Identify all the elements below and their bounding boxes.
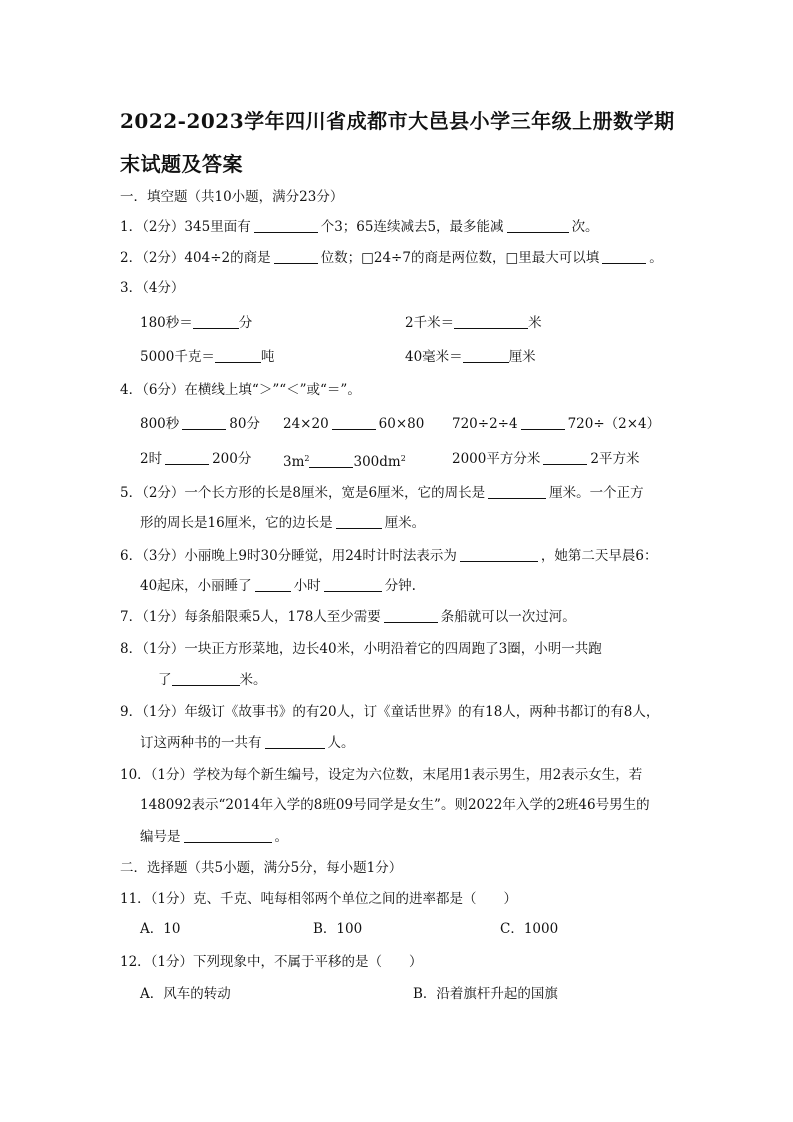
q3-item-4 [405,348,536,366]
q10-text-b: 。 [274,829,288,845]
q4-item-1-left: 800秒 [140,416,180,432]
question-1 [120,218,599,236]
q3-item-1-text: 180秒＝ [140,315,193,331]
q3-item-1 [140,314,252,332]
question-5-line-1 [120,484,644,502]
q7-text-b: 条船就可以一次过河。 [440,609,576,625]
question-4-heading: 4．（6分）在横线上填“＞”“＜”或“＝”。 [120,382,361,398]
q9-text-b: 人。 [327,735,355,751]
q11-option-b[interactable]: B．100 [313,921,363,937]
q10-blank-1[interactable] [184,828,272,843]
q2-text-a: 2．（2分）404÷2的商是 [120,250,271,266]
q3-blank-3[interactable] [215,348,261,363]
q4-item-6-right: 2平方米 [590,451,640,467]
q6-text-b: ，她第二天早晨6： [540,548,658,564]
question-11-stem: 11．（1分）克、千克、吨每相邻两个单位之间的进率都是（ ） [120,891,518,907]
q5-text-d: 厘米。 [384,515,426,531]
q4-item-5-left-exponent: 2 [304,454,310,463]
section-1-heading: 一．填空题（共10小题，满分23分） [120,189,344,205]
section-2-heading: 二．选择题（共5小题，满分5分，每小题1分） [120,860,403,876]
q3-item-3-unit: 吨 [260,349,275,365]
q2-blank-2[interactable] [602,249,646,264]
q4-item-2 [283,415,424,433]
question-6-line-1 [120,547,657,565]
q4-blank-6[interactable] [543,450,587,465]
q4-item-4 [140,450,251,468]
question-9-line-2 [140,734,355,752]
q4-item-4-right: 200分 [212,451,252,467]
question-10-line-2: 148092表示“2014年入学的8班09号同学是女生”。则2022年入学的2班46号男生的 [140,797,650,813]
q11-option-c[interactable]: C．1000 [500,921,559,937]
q6-blank-2[interactable] [255,577,291,592]
q4-blank-1[interactable] [182,415,226,430]
q3-item-1-unit: 分 [238,315,253,331]
question-6-line-2 [140,577,416,595]
q4-blank-2[interactable] [332,415,376,430]
q3-item-4-text: 40毫米＝ [405,349,463,365]
q4-item-3 [452,415,660,433]
q3-blank-2[interactable] [454,314,528,329]
q9-blank-1[interactable] [265,734,325,749]
q12-option-a[interactable]: A．风车的转动 [140,986,231,1002]
q5-text-b: 厘米。一个正方 [549,485,644,501]
q3-blank-4[interactable] [463,348,509,363]
q1-blank-1[interactable] [254,218,318,233]
question-10-line-1: 10．（1分）学校为每个新生编号，设定为六位数，末尾用1表示男生，用2表示女生，若 [120,767,643,783]
q8-text-b: 米。 [239,672,267,688]
q3-item-2-text: 2千米＝ [405,315,455,331]
q4-item-2-right: 60×80 [378,416,425,432]
question-7 [120,608,576,626]
q6-text-e: 分钟. [384,578,416,594]
question-9-line-1: 9．（1分）年级订《故事书》的有20人，订《童话世界》的有18人，两种书都订的有8人， [120,704,660,720]
q6-text-a: 6．（3分）小丽晚上9时30分睡觉，用24时计时法表示为 [120,548,457,564]
q2-text-c: 。 [649,250,663,266]
q6-text-d: 小时 [293,578,321,594]
q10-text-a: 编号是 [140,829,181,845]
q7-blank-1[interactable] [384,608,438,623]
q4-item-2-left: 24×20 [283,416,329,432]
q3-item-2-unit: 米 [528,315,542,331]
q9-text-a: 订这两种书的一共有 [140,735,262,751]
page-title-line1: 2022-2023学年四川省成都市大邑县小学三年级上册数学期 [120,109,675,133]
q1-text-c: 次。 [571,219,599,235]
q4-item-3-left: 720÷2÷4 [452,416,518,432]
q8-blank-1[interactable] [172,671,240,686]
question-10-line-3 [140,828,288,846]
q3-item-4-unit: 厘米 [508,349,536,365]
question-12-stem: 12．（1分）下列现象中，不属于平移的是（ ） [120,954,423,970]
q3-blank-1[interactable] [193,314,239,329]
question-2 [120,249,663,267]
q7-text-a: 7．（1分）每条船限乘5人，178人至少需要 [120,609,381,625]
q1-blank-2[interactable] [507,218,569,233]
q4-item-1-right: 80分 [229,416,260,432]
q3-item-3 [140,348,274,366]
question-8-line-1: 8．（1分）一块正方形菜地，边长40米，小明沿着它的四周跑了3圈，小明一共跑 [120,641,602,657]
question-3-heading: 3．（4分） [120,280,185,296]
q2-text-b: 位数；□24÷7的商是两位数，□里最大可以填 [320,250,600,266]
page-title-line2: 末试题及答案 [120,152,243,176]
question-5-line-2 [140,514,425,532]
q4-item-3-right: 720÷（2×4） [567,416,661,432]
q4-blank-4[interactable] [165,450,209,465]
q4-blank-3[interactable] [521,415,565,430]
q4-item-6-left: 2000平方分米 [452,451,541,467]
q11-option-a[interactable]: A．10 [140,921,181,937]
q4-blank-5[interactable] [309,453,353,468]
q4-item-5-left: 3m [283,454,305,470]
q4-item-6 [452,450,639,468]
q6-text-c: 40起床，小丽睡了 [140,578,252,594]
q3-item-3-text: 5000千克＝ [140,349,215,365]
question-8-line-2 [158,671,267,689]
q4-item-1 [140,415,260,433]
q5-text-a: 5．（2分）一个长方形的长是8厘米，宽是6厘米，它的周长是 [120,485,486,501]
q6-blank-3[interactable] [324,577,382,592]
q4-item-4-left: 2时 [140,451,163,467]
q5-blank-2[interactable] [336,514,382,529]
q5-blank-1[interactable] [488,484,546,499]
q6-blank-1[interactable] [460,547,538,562]
q4-item-5 [283,450,406,471]
q4-item-5-right-exponent: 2 [400,454,406,463]
q8-text-a: 了 [158,672,172,688]
q1-text-b: 个3；65连续减去5，最多能减 [320,219,504,235]
q2-blank-1[interactable] [274,249,318,264]
q3-item-2 [405,314,542,332]
q5-text-c: 形的周长是16厘米，它的边长是 [140,515,333,531]
q12-option-b[interactable]: B．沿着旗杆升起的国旗 [413,986,558,1002]
q1-text-a: 1．（2分）345里面有 [120,219,251,235]
q4-item-5-right: 300dm [353,454,401,470]
